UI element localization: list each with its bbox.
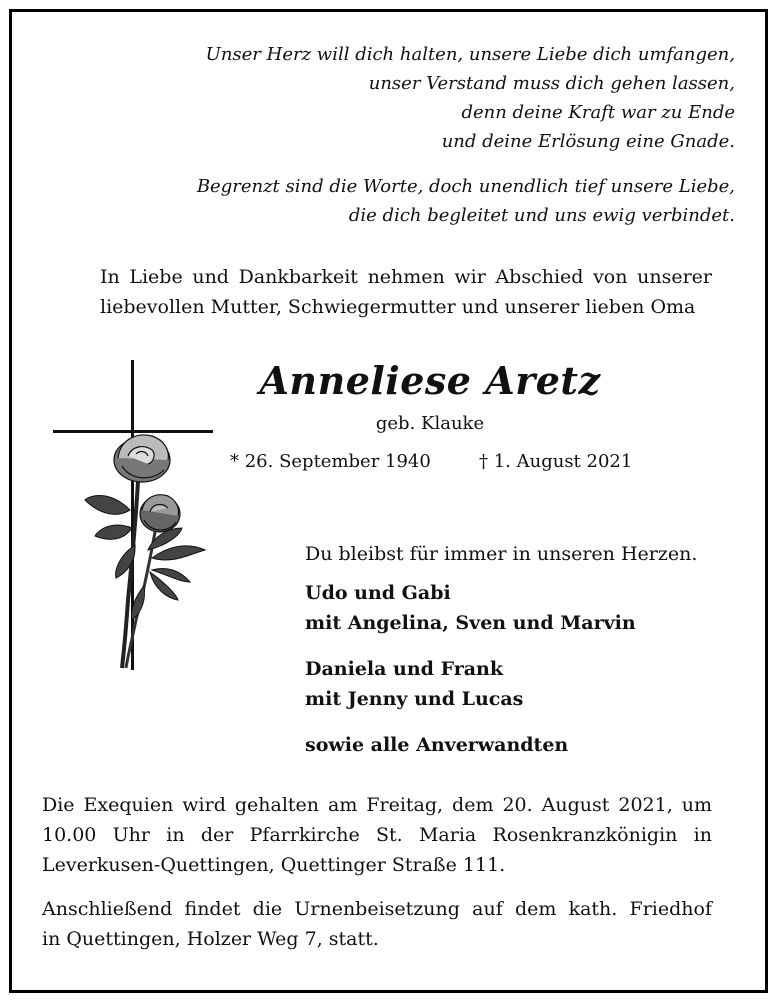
poem-line: und deine Erlösung eine Gnade. — [441, 131, 735, 152]
service-info — [42, 790, 712, 968]
intro-text — [100, 262, 712, 322]
service-line: in Quettingen, Holzer Weg 7, statt. — [42, 928, 379, 950]
family-section — [305, 540, 697, 776]
service-paragraph-2 — [42, 894, 712, 954]
poem-line: Begrenzt sind die Worte, doch unendlich tief unsere Liebe, — [196, 176, 735, 197]
service-paragraph-1 — [42, 790, 712, 880]
service-line: Leverkusen-Quettingen, Quettinger Straße 111. — [42, 854, 506, 876]
poem-line: unser Verstand muss dich gehen lassen, — [368, 73, 735, 94]
poem-stanza-2 — [197, 172, 735, 230]
service-line: 10.00 Uhr in der Pfarrkirche St. Maria Rosenkranzkönigin in — [42, 824, 712, 846]
birth-date: * 26. September 1940 — [230, 451, 431, 472]
family-group-2 — [305, 654, 697, 714]
maiden-name: geb. Klauke — [375, 413, 485, 434]
service-line: Anschließend findet die Urnenbeisetzung auf dem kath. Friedhof — [42, 898, 712, 920]
family-group-3 — [305, 730, 697, 760]
poem-line: denn deine Kraft war zu Ende — [461, 102, 735, 123]
poem-stanza-1 — [206, 40, 735, 156]
family-line: mit Angelina, Sven und Marvin — [305, 612, 636, 634]
family-line: mit Jenny und Lucas — [305, 688, 524, 710]
intro-line: liebevollen Mutter, Schwiegermutter und unserer lieben Oma — [100, 296, 696, 318]
family-line: Daniela und Frank — [305, 658, 504, 680]
family-line: sowie alle Anverwandten — [305, 734, 569, 756]
service-line: Die Exequien wird gehalten am Freitag, dem 20. August 2021, um — [42, 794, 712, 816]
family-motto: Du bleibst für immer in unseren Herzen. — [305, 543, 698, 565]
family-group-1 — [305, 578, 697, 638]
death-date: † 1. August 2021 — [479, 451, 633, 472]
intro-line: In Liebe und Dankbarkeit nehmen wir Abschied von unserer — [100, 266, 712, 288]
poem-line: die dich begleitet und uns ewig verbindet. — [348, 205, 735, 226]
deceased-name: Anneliese Aretz — [259, 358, 601, 403]
family-line: Udo und Gabi — [305, 582, 451, 604]
poem-line: Unser Herz will dich halten, unsere Liebe dich umfangen, — [205, 44, 735, 65]
